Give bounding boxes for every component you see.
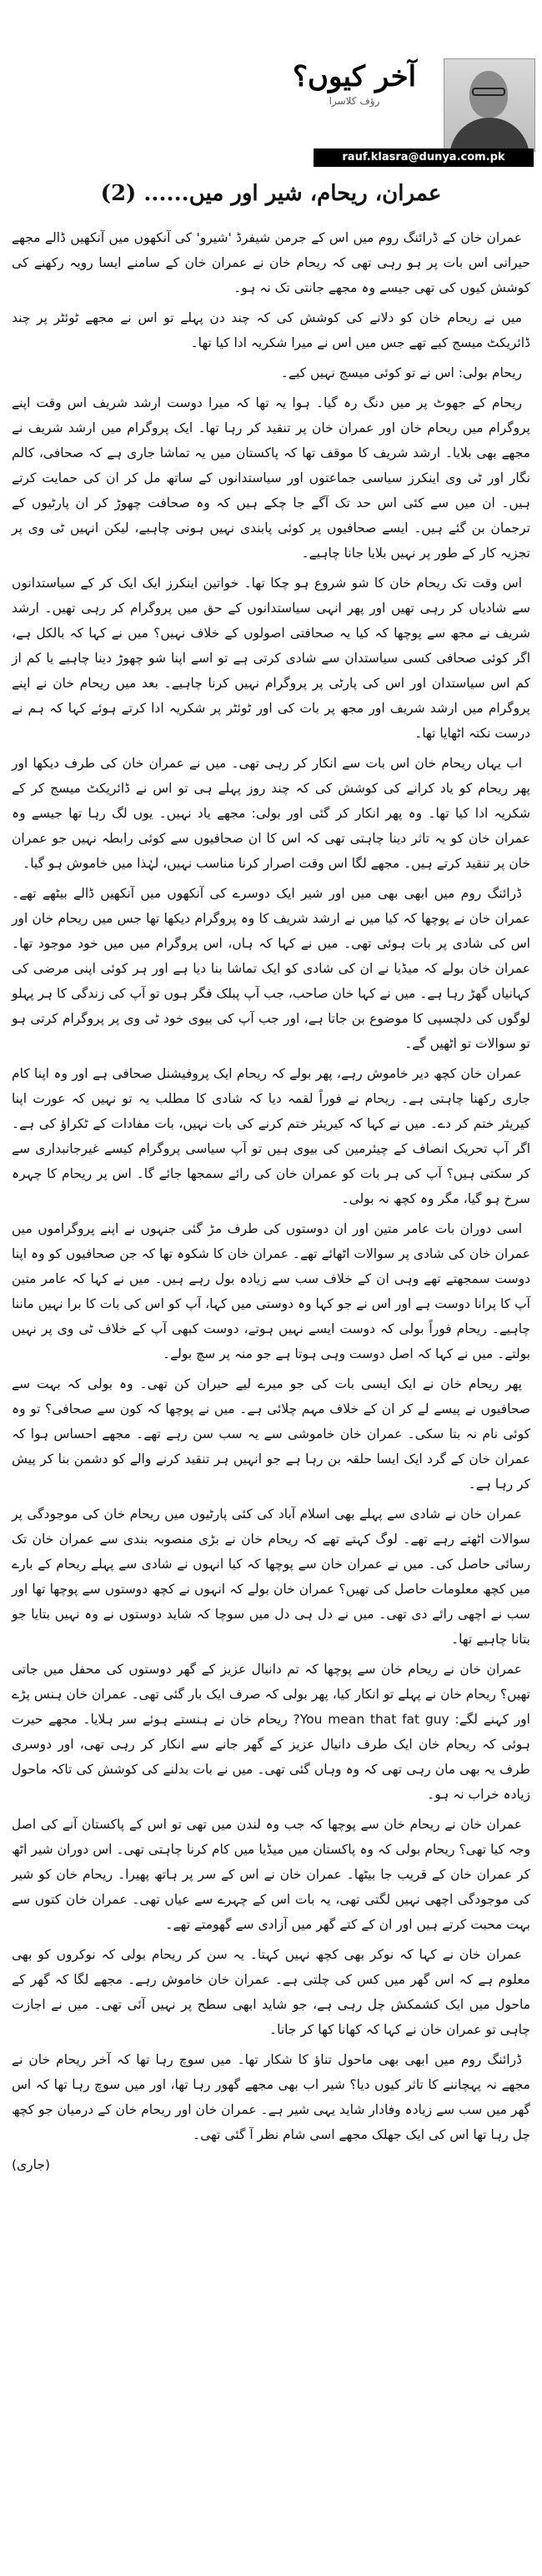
article-paragraph: پھر ریحام خان نے ایک ایسی بات کی جو میرے لیے حیران کن تھی۔ وہ بولی کہ بہت سے صحافیوں نے پیسے لے کر ان کے خلاف مہم چلائی ہے۔ میں نے پوچھا کہ کون سے صحافی؟ تو وہ کوئی نام نہ بتا سکی۔ عمران خان خاموشی سے یہ سب سن رہے تھے۔ مجھے احساس ہوا کہ عمران خان کے گرد ایک ایسا حلقہ بن رہا ہے جو انہیں ہر تنقید کرنے والے کو دشمن بنا کر پیش کر رہا ہے۔ — [12, 1376, 530, 1492]
column-header — [0, 58, 542, 167]
article-paragraph: عمران خان نے شادی سے پہلے بھی اسلام آباد کی کئی پارٹیوں میں ریحام خان کی موجودگی پر سوالات اٹھتے رہے تھے۔ لوگ کہتے تھے کہ ریحام خان نے بڑی منصوبہ بندی سے عمران خان تک رسائی حاصل کی۔ میں نے عمران خان سے پوچھا کہ کیا انہوں نے شادی سے پہلے ریحام کے بارے میں کچھ معلومات حاصل کی تھیں؟ عمران خان بولے کہ انہوں نے کچھ دوستوں سے پوچھا تھا اور سب نے اچھی رائے دی تھی۔ میں نے دل ہی دل میں سوچا کہ شاید دوستوں نے وہ نہیں بتایا جو بتانا چاہیے تھا۔ — [12, 1507, 530, 1647]
author-email[interactable]: rauf.klasra@dunya.com.pk — [314, 148, 534, 167]
portrait-glasses — [472, 88, 505, 96]
article-paragraph: عمران خان نے ریحام خان سے پوچھا کہ جب وہ لندن میں تھی تو اس کے پاکستان آنے کی اصل وجہ کیا تھی؟ ریحام بولی کہ وہ پاکستان میں میڈیا میں کام کرنا چاہتی تھی۔ اس دوران شیر اٹھ کر عمران خان کے قریب جا بیٹھا۔ عمران خان نے اس کے سر پر ہاتھ پھیرا۔ ریحام خان کو شیر کی موجودگی اچھی نہیں لگتی تھی، یہ بات اس کے چہرے سے عیاں تھی۔ عمران خان کتوں سے بہت محبت کرتے ہیں اور ان کے کتے گھر میں آزادی سے گھومتے تھے۔ — [12, 1817, 530, 1932]
article-body — [12, 225, 530, 2177]
author-byline: رؤف کلاسرا — [329, 95, 380, 107]
column-logo-title: آخر کیوں؟ — [292, 60, 417, 93]
article-paragraph: اس وقت تک ریحام خان کا شو شروع ہو چکا تھا۔ خواتین اینکرز ایک ایک کر کے سیاستدانوں سے شادیاں کر رہی تھیں اور پھر انہی سیاستدانوں کے حق میں پروگرام کر رہی تھیں۔ ارشد شریف نے مجھ سے پوچھا کہ کیا یہ صحافتی اصولوں کے خلاف نہیں؟ میں نے کہا کہ بالکل ہے، اگر کوئی صحافی کسی سیاستدان سے شادی کرتی ہے تو اسے اپنا شو چھوڑ دینا چاہیے یا کم از کم اس سیاستدان اور اس کی پارٹی پر پروگرام نہیں کرنا چاہیے۔ بعد میں ریحام خان نے اپنے پروگرام میں ارشد شریف اور مجھ پر بات کی اور ٹوئٹر پر شکریہ ادا کرتے ہوئے کہا کہ ہم نے درست نکتہ اٹھایا تھا۔ — [12, 576, 530, 741]
article-paragraph: اب یہاں ریحام خان اس بات سے انکار کر رہی تھی۔ میں نے عمران خان کی طرف دیکھا اور پھر ریحام کو یاد کرانے کی کوشش کی کہ چند روز پہلے ہی تو اس نے ڈائریکٹ میسج کر کے شکریہ ادا کیا تھا۔ وہ پھر انکار کر گئی اور بولی: مجھے یاد نہیں۔ یوں لگ رہا تھا جیسے وہ عمران خان کو یہ تاثر دینا چاہتی تھی کہ اس کا ان صحافیوں سے کوئی رابطہ نہیں جو عمران خان پر تنقید کرتے ہیں۔ مجھے لگا اس وقت اصرار کرنا مناسب نہیں، لہٰذا میں خاموش ہو گیا۔ — [12, 756, 530, 871]
article-paragraph: عمران خان نے ریحام خان سے پوچھا کہ تم دانیال عزیز کے گھر دوستوں کی محفل میں جاتی تھیں؟ ریحام خان نے پہلے تو انکار کیا، پھر بولی کہ صرف ایک بار گئی تھی۔ عمران خان ہنس پڑے اور کہنے لگے: You mean that fat guy? ریحام خان نے ہنستے ہوئے سر ہلایا۔ مجھے حیرت ہوئی کہ ریحام خان ایک طرف دانیال عزیز کے گھر جانے سے انکار کر رہی تھی، اور دوسری طرف یہ بھی مان رہی تھی کہ وہ وہاں گئی تھی۔ میں نے بات بدلنے کی کوشش کی تاکہ ماحول زیادہ خراب نہ ہو۔ — [12, 1662, 530, 1802]
column-masthead — [277, 58, 432, 138]
continued-mark: (جاری) — [12, 2157, 51, 2172]
article-paragraph: ڈرائنگ روم میں ابھی بھی میں اور شیر ایک دوسرے کی آنکھوں میں آنکھیں ڈالے بیٹھے تھے۔ عمران خان نے پوچھا کہ کیا میں نے ارشد شریف کا وہ پروگرام دیکھا تھا جس میں ریحام خان اور اس کی شادی پر بات ہوئی تھی۔ میں نے کہا کہ ہاں، اس پروگرام میں میں خود موجود تھا۔ عمران خان بولے کہ میڈیا نے ان کی شادی کو ایک تماشا بنا دیا ہے اور ہر کوئی اپنی مرضی کی کہانیاں گھڑ رہا ہے۔ میں نے کہا خان صاحب، جب آپ پبلک فگر ہوں تو آپ کی زندگی کا ہر پہلو لوگوں کی دلچسپی کا موضوع بن جاتا ہے، اور جب آپ کی بیوی خود ٹی وی پر پروگرام کرتی ہو تو سوالات تو اٹھیں گے۔ — [12, 886, 530, 1051]
article-paragraph: ریحام کے جھوٹ پر میں دنگ رہ گیا۔ ہوا یہ تھا کہ میرا دوست ارشد شریف اس وقت اپنے پروگرام میں ریحام خان اور عمران خان پر تنقید کر رہا تھا۔ ایک پروگرام میں ارشد شریف نے مجھے بھی بلایا۔ ارشد شریف کا موقف تھا کہ پاکستان میں یہ تماشا جاری ہے کہ صحافی، کالم نگار اور ٹی وی اینکرز سیاسی جماعتوں اور سیاستدانوں کے ساتھ مل کر ان کی حمایت کرتے ہیں۔ ان میں سے کئی اس حد تک آگے جا چکے ہیں کہ وہ صحافت چھوڑ کر ان پارٹیوں کے ترجمان بن گئے ہیں۔ ایسے صحافیوں پر کوئی پابندی نہیں ہونی چاہیے، لیکن انہیں ٹی وی پر تجزیہ کار کے طور پر نہیں بلایا جانا چاہیے۔ — [12, 395, 530, 561]
author-portrait — [444, 58, 535, 152]
article-paragraph: ریحام بولی: اس نے تو کوئی میسج نہیں کیے۔ — [280, 365, 522, 380]
portrait-shoulders — [449, 118, 529, 152]
article-paragraph: اسی دوران بات عامر متین اور ان دوستوں کی طرف مڑ گئی جنہوں نے اپنے پروگراموں میں عمران خان کی شادی پر سوالات اٹھائے تھے۔ عمران خان کا شکوہ تھا کہ جن صحافیوں کو وہ اپنا دوست سمجھتے تھے وہی ان کے خلاف سب سے زیادہ بول رہے ہیں۔ میں نے کہا کہ عامر متین آپ کا پرانا دوست ہے اور اس نے جو کہا وہ دوستی میں کہا، آپ کو اس کی بات کا برا نہیں ماننا چاہیے۔ ریحام فوراً بولی کہ دوست ایسے نہیں ہوتے، دوست کبھی آپ کے خلاف ٹی وی پر نہیں بولتے۔ میں نے کہا کہ اصل دوست وہی ہوتا ہے جو منہ پر سچ بولے۔ — [12, 1221, 530, 1361]
article-paragraph: میں نے ریحام خان کو دلانے کی کوشش کی کہ چند دن پہلے تو اس نے مجھے ٹوئٹر پر چند ڈائریکٹ میسج کیے تھے جس میں اس نے میرا شکریہ ادا کیا تھا۔ — [12, 310, 530, 350]
column-headline: عمران، ریحام، شیر اور میں...... (2) — [100, 181, 442, 206]
article-paragraph: عمران خان کے ڈرائنگ روم میں اس کے جرمن شیفرڈ 'شیرو' کی آنکھوں میں آنکھیں ڈالے مجھے حیرانی اس بات پر ہو رہی تھی کہ ریحام خان نے عمران خان کے سامنے ایسا رویہ رکھنے کی کوشش کیوں کی تھی جیسے وہ مجھے جانتی تک نہ ہو۔ — [12, 230, 530, 295]
article-paragraph: عمران خان نے کہا کہ نوکر بھی کچھ نہیں کہتا۔ یہ سن کر ریحام بولی کہ نوکروں کو بھی معلوم ہے کہ اس گھر میں کس کی چلتی ہے۔ عمران خان خاموش رہے۔ مجھے لگا کہ گھر کے ماحول میں ایک کشمکش چل رہی ہے، جو شاید ابھی سطح پر نہیں آئی تھی۔ میں نے اجازت چاہی تو عمران خان نے کہا کہ کھانا کھا کر جانا۔ — [12, 1947, 530, 2037]
article-paragraph: عمران خان کچھ دیر خاموش رہے، پھر بولے کہ ریحام ایک پروفیشنل صحافی ہے اور وہ اپنا کام جاری رکھنا چاہتی ہے۔ ریحام نے فوراً لقمہ دیا کہ شادی کا مطلب یہ تو نہیں کہ عورت اپنا کیریئر ختم کر دے۔ میں نے کہا کہ کیریئر ختم کرنے کی بات نہیں، بات مفادات کے ٹکراؤ کی ہے۔ اگر آپ تحریک انصاف کے چیئرمین کی بیوی ہیں تو آپ سیاسی پروگرام کیسے غیرجانبداری سے کر سکتی ہیں؟ آپ کی ہر بات کو عمران خان کی رائے سمجھا جائے گا۔ اس پر ریحام کا چہرہ سرخ ہو گیا، مگر وہ کچھ نہ بولی۔ — [12, 1066, 530, 1206]
article-paragraph: ڈرائنگ روم میں ابھی بھی ماحول تناؤ کا شکار تھا۔ میں سوچ رہا تھا کہ آخر ریحام خان نے مجھے نہ پہچاننے کا تاثر کیوں دیا؟ شیر اب بھی مجھے گھور رہا تھا، اور میں سوچ رہا تھا کہ اس گھر میں سب سے زیادہ وفادار شاید یہی شیر ہے۔ عمران خان اور ریحام خان کے درمیان جو کچھ چل رہا تھا اس کی ایک جھلک مجھے اسی شام نظر آ گئی تھی۔ — [12, 2052, 530, 2142]
